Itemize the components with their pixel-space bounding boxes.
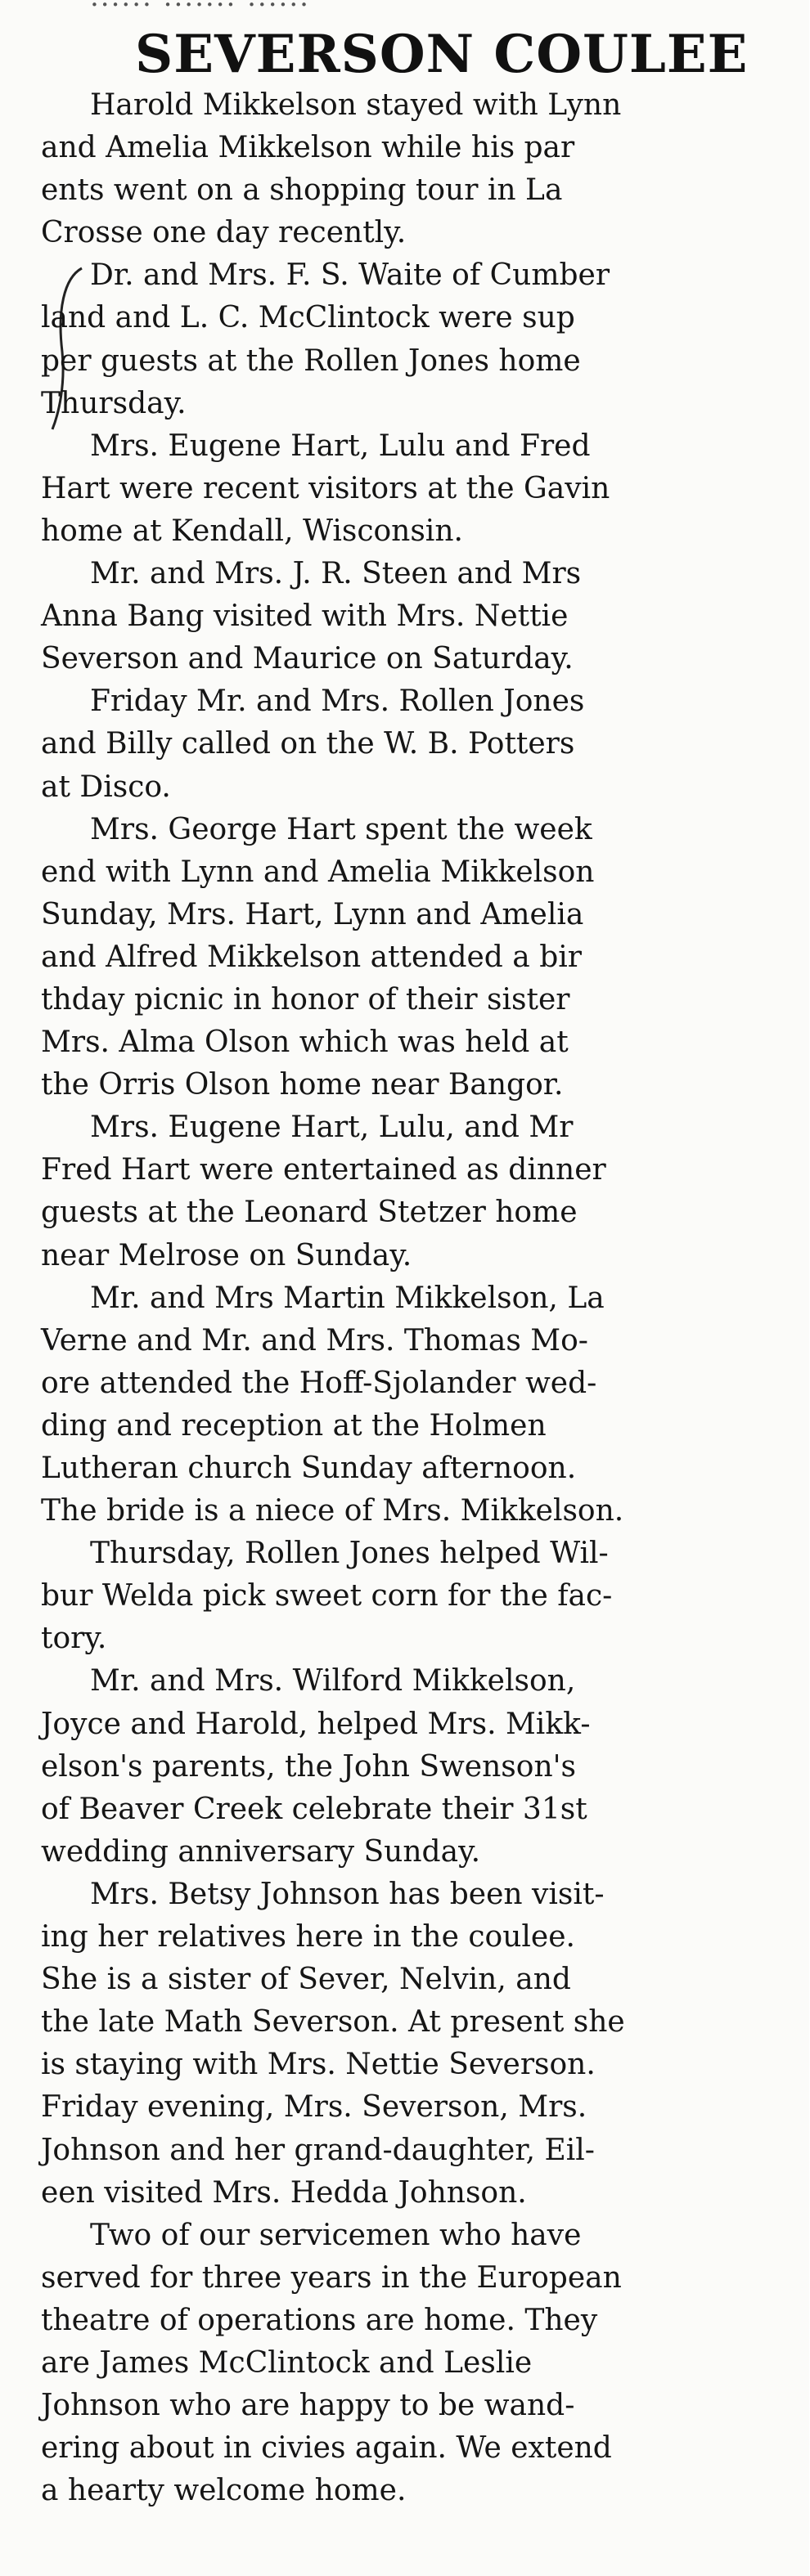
text-line: elson's parents, the John Swenson's bbox=[41, 1749, 576, 1784]
text-line: Mr. and Mrs Martin Mikkelson, La bbox=[90, 1281, 605, 1315]
text-line: Lutheran church Sunday afternoon. bbox=[41, 1452, 577, 1485]
text-line: The bride is a niece of Mrs. Mikkelson. bbox=[41, 1494, 624, 1528]
text-line: tory. bbox=[41, 1622, 107, 1656]
text-line: at Disco. bbox=[41, 770, 171, 804]
paragraph bbox=[41, 2215, 810, 2513]
text-line: Mrs. Alma Olson which was held at bbox=[41, 1025, 569, 1060]
text-line: Anna Bang visited with Mrs. Nettie bbox=[41, 599, 569, 634]
text-line: home at Kendall, Wisconsin. bbox=[41, 514, 463, 548]
text-line: She is a sister of Sever, Nelvin, and bbox=[41, 1963, 571, 1997]
clipped-previous-heading bbox=[90, 0, 712, 5]
text-line: Mrs. Eugene Hart, Lulu, and Mr bbox=[90, 1111, 574, 1145]
text-line: Severson and Maurice on Saturday. bbox=[41, 642, 574, 676]
text-line: Fred Hart were entertained as dinner bbox=[41, 1153, 606, 1187]
text-line: Hart were recent visitors at the Gavin bbox=[41, 471, 610, 505]
paragraph bbox=[41, 1533, 810, 1660]
text-line: ing her relatives here in the coulee. bbox=[41, 1920, 575, 1954]
text-line: Mr. and Mrs. Wilford Mikkelson, bbox=[90, 1664, 576, 1699]
text-line: the Orris Olson home near Bangor. bbox=[41, 1068, 564, 1102]
text-line: are James McClintock and Leslie bbox=[41, 2345, 533, 2380]
text-line: Johnson and her grand-daughter, Eil- bbox=[41, 2133, 595, 2167]
headline: SEVERSON COULEE bbox=[135, 24, 749, 85]
text-line: Friday evening, Mrs. Severson, Mrs. bbox=[41, 2090, 587, 2125]
text-line: ents went on a shopping tour in La bbox=[41, 173, 563, 208]
paragraph bbox=[41, 1277, 810, 1533]
text-line: wedding anniversary Sunday. bbox=[41, 1834, 481, 1869]
text-line: per guests at the Rollen Jones home bbox=[41, 343, 581, 378]
text-line: and Alfred Mikkelson attended a bir bbox=[41, 940, 582, 974]
text-line: Thursday. bbox=[41, 386, 187, 420]
paragraph bbox=[41, 1106, 810, 1277]
paragraph bbox=[41, 1874, 810, 2215]
text-line: een visited Mrs. Hedda Johnson. bbox=[41, 2175, 527, 2210]
paragraph bbox=[41, 680, 810, 808]
paragraph bbox=[41, 809, 810, 1107]
paragraph bbox=[41, 553, 810, 680]
paragraph bbox=[41, 254, 810, 424]
text-line: Crosse one day recently. bbox=[41, 216, 407, 250]
text-line: near Melrose on Sunday. bbox=[41, 1238, 412, 1272]
text-line: end with Lynn and Amelia Mikkelson bbox=[41, 855, 595, 889]
paragraph bbox=[41, 425, 810, 553]
paragraph bbox=[41, 84, 810, 254]
article-body bbox=[41, 84, 810, 2512]
text-line: land and L. C. McClintock were sup bbox=[41, 301, 575, 335]
text-line: thday picnic in honor of their sister bbox=[41, 982, 570, 1016]
text-line: Johnson who are happy to be wand- bbox=[41, 2389, 575, 2423]
text-line: Verne and Mr. and Mrs. Thomas Mo- bbox=[41, 1323, 588, 1358]
text-line: and Billy called on the W. B. Potters bbox=[41, 727, 575, 761]
text-line: Dr. and Mrs. F. S. Waite of Cumber bbox=[90, 258, 610, 293]
text-line: guests at the Leonard Stetzer home bbox=[41, 1196, 578, 1230]
text-line: Mrs. Betsy Johnson has been visit- bbox=[90, 1877, 605, 1911]
text-line: Mrs. George Hart spent the week bbox=[90, 812, 592, 846]
text-line: served for three years in the European bbox=[41, 2260, 622, 2295]
text-line: is staying with Mrs. Nettie Severson. bbox=[41, 2048, 596, 2082]
text-line: the late Math Severson. At present she bbox=[41, 2005, 625, 2040]
text-line: Thursday, Rollen Jones helped Wil- bbox=[90, 1537, 609, 1571]
text-line: Harold Mikkelson stayed with Lynn bbox=[90, 88, 622, 122]
text-line: a hearty welcome home. bbox=[41, 2474, 407, 2508]
text-line: Joyce and Harold, helped Mrs. Mikk- bbox=[41, 1707, 591, 1741]
text-line: ore attended the Hoff-Sjolander wed- bbox=[41, 1366, 597, 1400]
text-line: of Beaver Creek celebrate their 31st bbox=[41, 1792, 587, 1826]
text-line: Friday Mr. and Mrs. Rollen Jones bbox=[90, 684, 585, 719]
text-line: ering about in civies again. We extend bbox=[41, 2431, 612, 2466]
text-line: Mrs. Eugene Hart, Lulu and Fred bbox=[90, 429, 591, 463]
text-line: Two of our servicemen who have bbox=[90, 2218, 582, 2252]
text-line: and Amelia Mikkelson while his par bbox=[41, 131, 575, 165]
text-line: Sunday, Mrs. Hart, Lynn and Amelia bbox=[41, 897, 584, 931]
text-line: bur Welda pick sweet corn for the fac- bbox=[41, 1579, 613, 1613]
text-line: theatre of operations are home. They bbox=[41, 2303, 598, 2337]
paragraph bbox=[41, 1660, 810, 1873]
text-line: ding and reception at the Holmen bbox=[41, 1408, 547, 1443]
text-line: Mr. and Mrs. J. R. Steen and Mrs bbox=[90, 557, 582, 591]
